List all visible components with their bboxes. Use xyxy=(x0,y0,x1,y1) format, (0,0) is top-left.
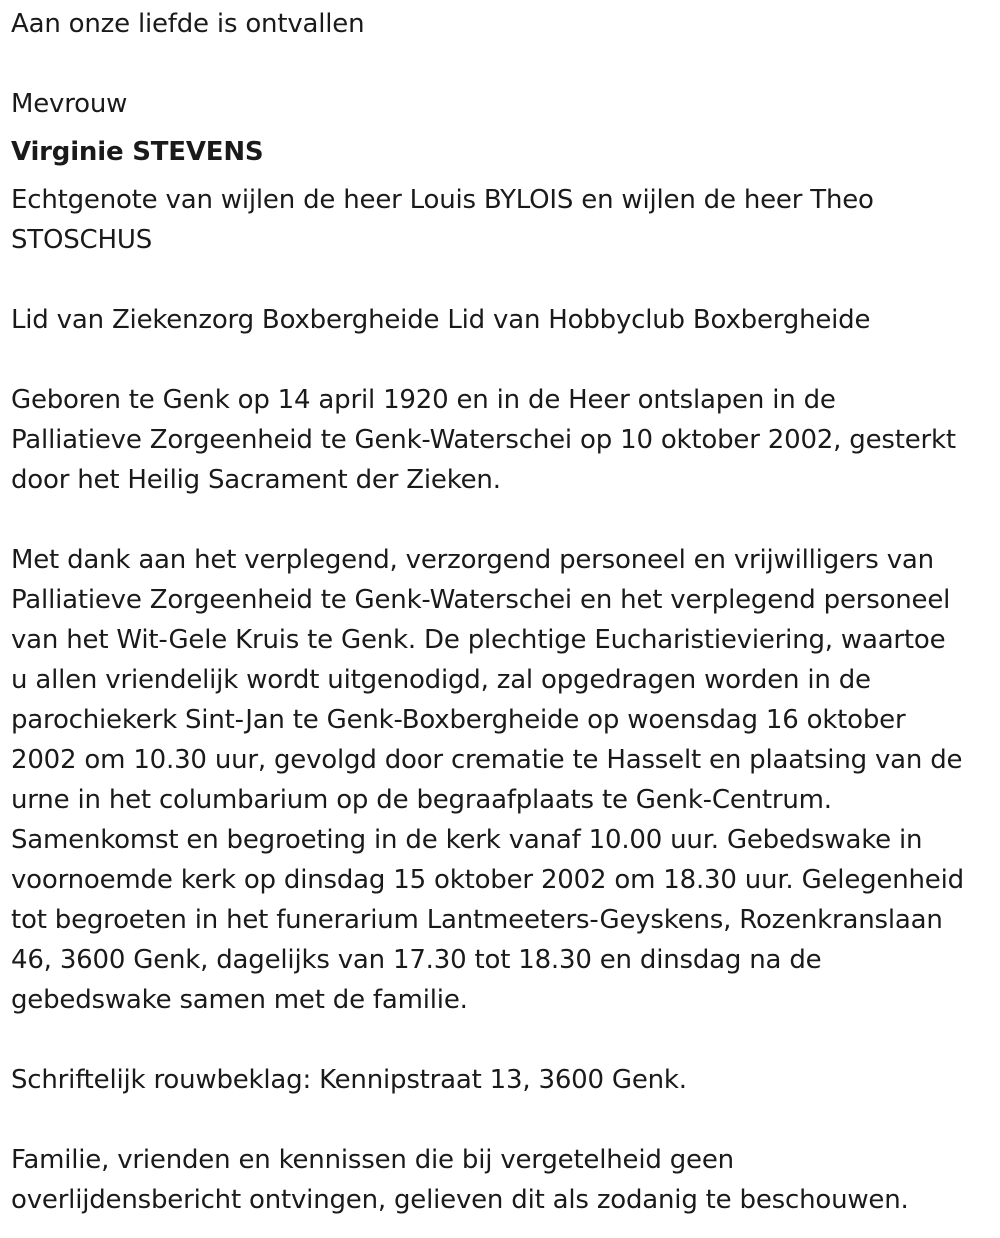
ceremony-line: gebedswake samen met de familie. xyxy=(11,985,468,1015)
ceremony-line: Samenkomst en begroeting in de kerk vanaf 10.00 uur. Gebedswake in xyxy=(11,825,923,855)
spacer xyxy=(11,1100,990,1140)
ceremony-line: urne in het columbarium op de begraafplaats te Genk-Centrum. xyxy=(11,785,832,815)
spacer xyxy=(11,500,990,540)
ceremony-line: u allen vriendelijk wordt uitgenodigd, zal opgedragen worden in de xyxy=(11,665,871,695)
salutation: Mevrouw xyxy=(11,89,128,119)
ceremony-line: parochiekerk Sint-Jan te Genk-Boxbergheide op woensdag 16 oktober xyxy=(11,705,906,735)
deceased-name: Virginie STEVENS xyxy=(11,137,264,167)
ceremony-line: voornoemde kerk op dinsdag 15 oktober 2002 om 18.30 uur. Gelegenheid xyxy=(11,865,964,895)
ceremony-line: 46, 3600 Genk, dagelijks van 17.30 tot 18.30 en dinsdag na de xyxy=(11,945,822,975)
ceremony-paragraph xyxy=(11,540,990,1020)
ceremony-line: Met dank aan het verplegend, verzorgend personeel en vrijwilligers van xyxy=(11,545,934,575)
ceremony-line: van het Wit-Gele Kruis te Genk. De plechtige Eucharistieviering, waartoe xyxy=(11,625,946,655)
condolence-address: Schriftelijk rouwbeklag: Kennipstraat 13, 3600 Genk. xyxy=(11,1065,687,1095)
spouse-line: STOSCHUS xyxy=(11,225,152,255)
spacer xyxy=(11,260,990,300)
ceremony-line: tot begroeten in het funerarium Lantmeeters-Geyskens, Rozenkranslaan xyxy=(11,905,943,935)
spouse-line: Echtgenote van wijlen de heer Louis BYLOIS en wijlen de heer Theo xyxy=(11,185,874,215)
birth-death-paragraph xyxy=(11,380,990,500)
spacer xyxy=(11,44,990,84)
ceremony-line: Palliatieve Zorgeenheid te Genk-Waterschei en het verplegend personeel xyxy=(11,585,951,615)
memberships: Lid van Ziekenzorg Boxbergheide Lid van Hobbyclub Boxbergheide xyxy=(11,305,871,335)
closing-line: overlijdensbericht ontvingen, gelieven dit als zodanig te beschouwen. xyxy=(11,1185,909,1215)
birth-death-line: Geboren te Genk op 14 april 1920 en in de Heer ontslapen in de xyxy=(11,385,836,415)
intro-text: Aan onze liefde is ontvallen xyxy=(11,9,365,39)
closing-paragraph xyxy=(11,1140,990,1220)
spouse-paragraph xyxy=(11,180,990,260)
birth-death-line: door het Heilig Sacrament der Zieken. xyxy=(11,465,501,495)
spacer xyxy=(11,340,990,380)
birth-death-line: Palliatieve Zorgeenheid te Genk-Waterschei op 10 oktober 2002, gesterkt xyxy=(11,425,956,455)
ceremony-line: 2002 om 10.30 uur, gevolgd door crematie te Hasselt en plaatsing van de xyxy=(11,745,963,775)
closing-line: Familie, vrienden en kennissen die bij vergetelheid geen xyxy=(11,1145,734,1175)
spacer xyxy=(11,1020,990,1060)
